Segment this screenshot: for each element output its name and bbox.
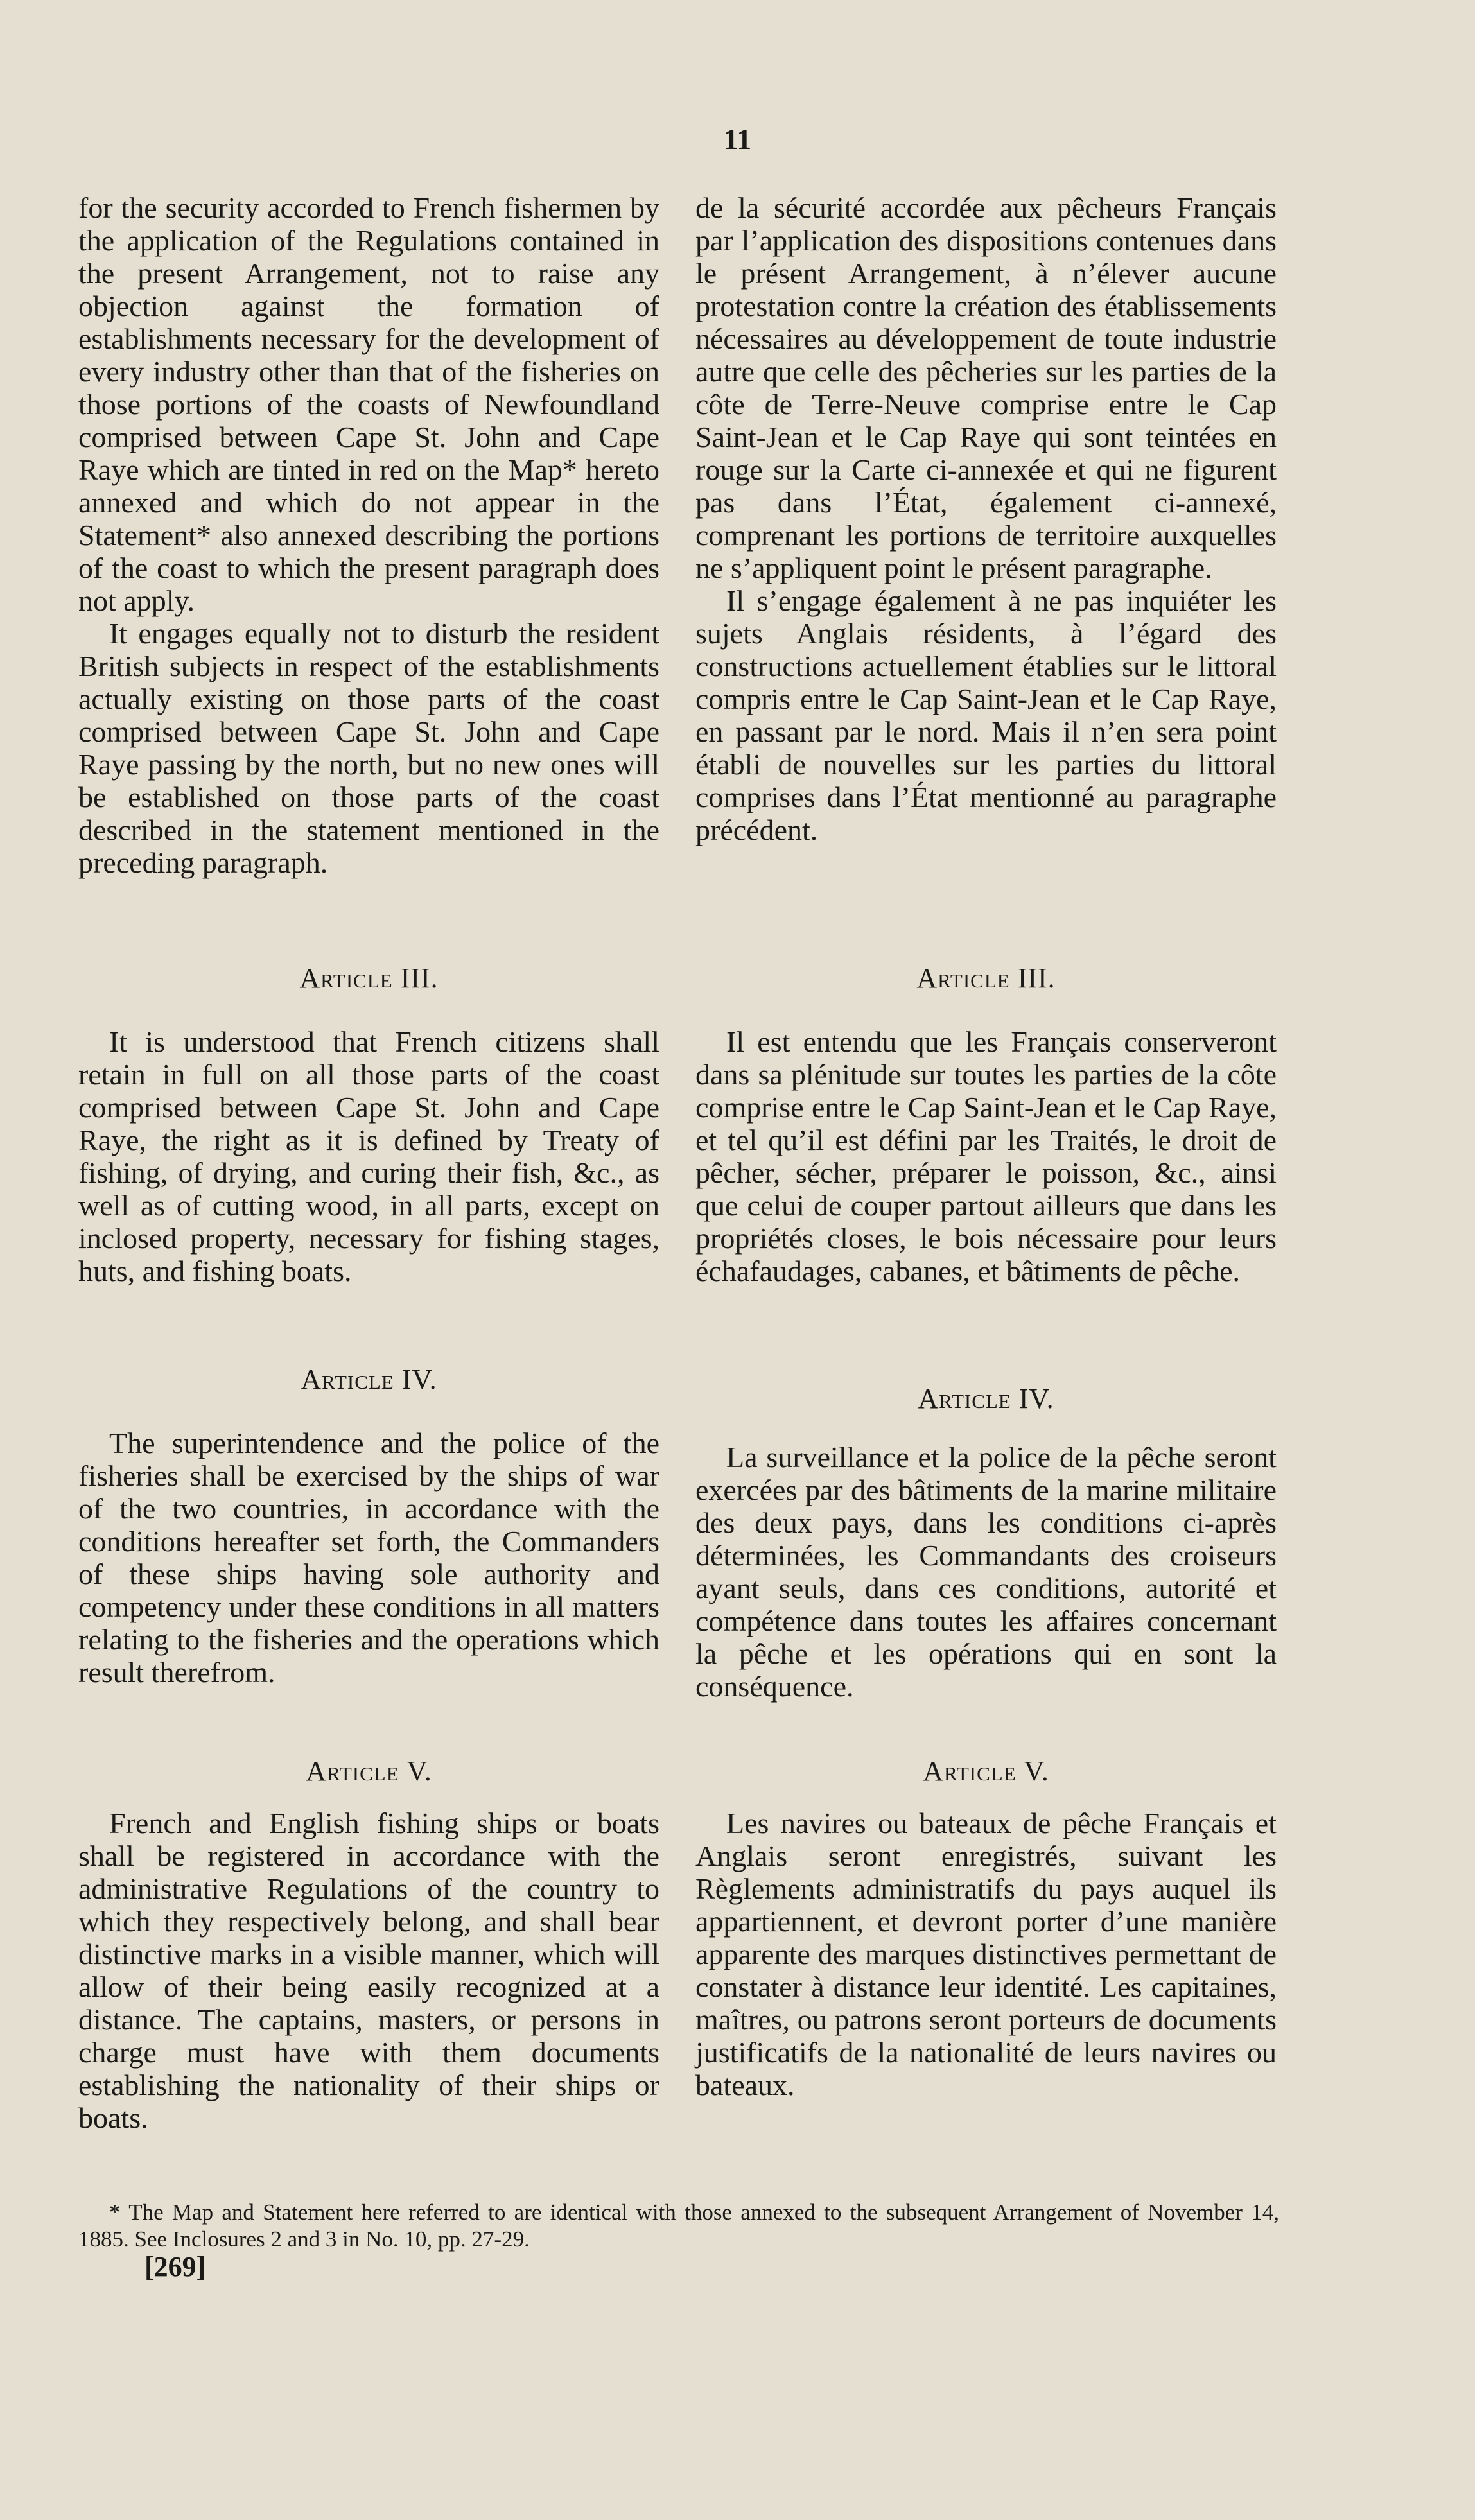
article-number: III. <box>400 962 439 994</box>
english-article-3-heading <box>78 962 659 995</box>
english-intro-block <box>78 191 659 879</box>
french-article-3-text: Il est entendu que les Français conserveront dans sa plénitude sur toutes les parties de la côte comprise entre le Cap Saint-Jean et le Cap Raye, et tel qu’il est défini par les Traités, le droit de pêcher, sécher, préparer le poisson, &c., ainsi que celui de couper partout ailleurs que dans les propriétés closes, le bois nécessaire pour leurs échafaudages, cabanes, et bâtiments de pêche. <box>695 1025 1277 1287</box>
english-article-4 <box>78 1363 659 1689</box>
english-intro-paragraph: for the security accorded to French fishermen by the application of the Regulations contained in the present Arrangement, not to raise any objection against the formation of establishments necessary for the development of every industry other than that of the fisheries on those portions of the coasts of Newfoundland comprised between Cape St. John and Cape Raye which are tinted in red on the Map* hereto annexed and which do not appear in the Statement* also annexed describing the portions of the coast to which the present paragraph does not apply. <box>78 191 659 617</box>
french-article-5 <box>695 1755 1277 2101</box>
article-number: III. <box>1017 962 1056 994</box>
footnote: * The Map and Statement here referred to are identical with those annexed to the subsequent Arrangement of November 14, 1885. See Inclosures 2 and 3 in No. 10, pp. 27-29. <box>78 2200 1279 2252</box>
article-number: V. <box>406 1755 432 1787</box>
french-article-4-heading <box>695 1382 1277 1415</box>
english-article-3-text: It is understood that French citizens shall retain in full on all those parts of the coast comprised between Cape St. John and Cape Raye, the right as it is defined by Treaty of fishing, of drying, and curing their fish, &c., as well as of cutting wood, in all parts, except on inclosed property, necessary for fishing stages, huts, and fishing boats. <box>78 1025 659 1287</box>
french-article-3 <box>695 962 1277 1287</box>
french-article-3-heading <box>695 962 1277 995</box>
french-intro-block <box>695 191 1277 846</box>
french-article-5-text: Les navires ou bateaux de pêche Français et Anglais seront enregistrés, suivant les Règlements administratifs du pays auquel ils appartiennent, et devront porter d’une manière apparente des marques distinctives permettant de constater à distance leur identité. Les capitaines, maîtres, ou patrons seront porteurs de documents justificatifs de la nationalité de leurs navires ou bateaux. <box>695 1807 1277 2101</box>
page-number: 11 <box>723 123 752 155</box>
article-word: Article <box>916 962 1010 994</box>
article-word: Article <box>918 1383 1011 1414</box>
french-article-5-heading <box>695 1755 1277 1787</box>
english-article-3 <box>78 962 659 1287</box>
english-paragraph-2: It engages equally not to disturb the resident British subjects in respect of the establishments actually existing on those parts of the coast comprised between Cape St. John and Cape Raye passing by the north, but no new ones will be established on those parts of the coast described in the statement mentioned in the preceding paragraph. <box>78 617 659 879</box>
french-article-4-text: La surveillance et la police de la pêche seront exercées par des bâtiments de la marine militaire des deux pays, dans les conditions ci-après déterminées, les Commandants des croiseurs ayant seuls, dans ces conditions, autorité et compétence dans toutes les affaires concernant la pêche et les opérations qui en sont la conséquence. <box>695 1441 1277 1703</box>
french-intro-paragraph: de la sécurité accordée aux pêcheurs Français par l’application des dispositions contenues dans le présent Arrangement, à n’élever aucune protestation contre la création des établissements nécessaires au développement de toute industrie autre que celle des pêcheries sur les parties de la côte de Terre-Neuve comprise entre le Cap Saint-Jean et le Cap Raye qui sont teintées en rouge sur la Carte ci-annexée et qui ne figurent pas dans l’État, également ci-annexé, comprenant les portions de territoire auxquelles ne s’appliquent point le présent paragraphe. <box>695 191 1277 584</box>
article-word: Article <box>301 1364 394 1395</box>
french-article-4 <box>695 1382 1277 1703</box>
article-word: Article <box>306 1755 399 1787</box>
english-article-5 <box>78 1755 659 2134</box>
article-number: IV. <box>401 1364 437 1395</box>
french-paragraph-2: Il s’engage également à ne pas inquiéter les sujets Anglais résidents, à l’égard des constructions actuellement établies sur le littoral compris entre le Cap Saint-Jean et le Cap Raye, en passant par le nord. Mais il n’en sera point établi de nouvelles sur les parties du littoral comprises dans l’État mentionné au paragraphe précédent. <box>695 584 1277 846</box>
english-article-5-heading <box>78 1755 659 1787</box>
english-article-4-text: The superintendence and the police of the fisheries shall be exercised by the ships of war of the two countries, in accordance with the conditions hereafter set forth, the Commanders of these ships having sole authority and competency under these conditions in all matters relating to the fisheries and the operations which result therefrom. <box>78 1427 659 1689</box>
article-word: Article <box>923 1755 1017 1787</box>
signature-mark: [269] <box>144 2251 206 2282</box>
english-article-5-text: French and English fishing ships or boats shall be registered in accordance with the administrative Regulations of the country to which they respectively belong, and shall bear distinctive marks in a visible manner, which will allow of their being easily recognized at a distance. The captains, masters, or persons in charge must have with them documents establishing the nationality of their ships or boats. <box>78 1807 659 2134</box>
article-number: V. <box>1024 1755 1049 1787</box>
article-number: IV. <box>1018 1383 1054 1414</box>
article-word: Article <box>299 962 393 994</box>
english-article-4-heading <box>78 1363 659 1396</box>
